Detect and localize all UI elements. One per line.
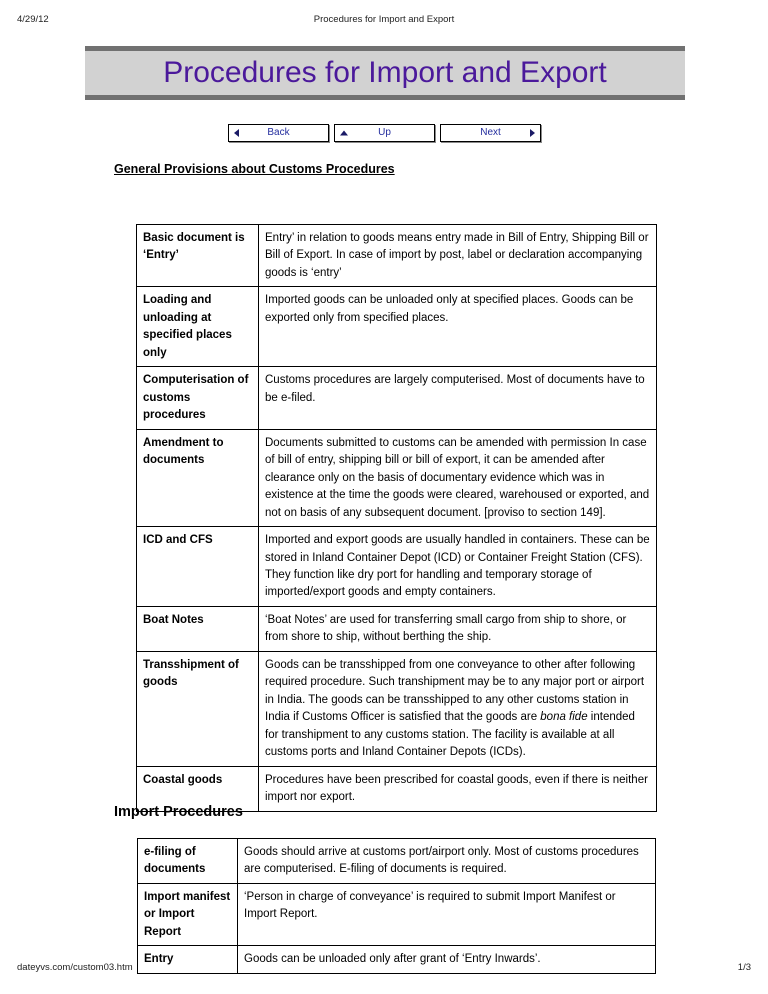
table-row xyxy=(138,839,656,884)
table-row xyxy=(137,429,657,526)
table-row xyxy=(137,367,657,429)
table-row xyxy=(137,287,657,367)
description-text-part-1: Goods can be transshipped from one conveyance to other after following required procedure. Such transhipment may be to any major port or airport in India. The goods can be transshipped to any other customs station in India if Customs Officer is satisfied that the goods are xyxy=(265,658,645,724)
triangle-left-icon xyxy=(234,129,239,137)
table-cell-term: Import manifest or Import Report xyxy=(138,883,238,945)
table-cell-description: ‘Boat Notes’ are used for transferring small cargo from ship to shore, or from shore to ship, without berthing the ship. xyxy=(259,606,657,651)
general-provisions-table xyxy=(136,224,657,812)
table-row xyxy=(138,883,656,945)
table-cell-term: Transshipment of goods xyxy=(137,651,259,766)
page-banner xyxy=(85,46,685,100)
table-row xyxy=(137,527,657,607)
table-cell-description: Goods can be unloaded only after grant of ‘Entry Inwards’. xyxy=(238,946,656,973)
triangle-right-icon xyxy=(530,129,535,137)
table-cell-term: Computerisation of customs procedures xyxy=(137,367,259,429)
up-button-label: Up xyxy=(378,127,391,138)
back-button[interactable] xyxy=(228,124,329,142)
navigation-bar xyxy=(228,124,548,142)
page-title: Procedures for Import and Export xyxy=(163,56,607,89)
table-cell-description: Procedures have been prescribed for coastal goods, even if there is neither import nor export. xyxy=(259,766,657,811)
import-procedures-table xyxy=(137,838,656,974)
table-cell-term: Coastal goods xyxy=(137,766,259,811)
table-cell-term: Entry xyxy=(138,946,238,973)
up-button[interactable] xyxy=(334,124,435,142)
back-button-label: Back xyxy=(267,127,290,138)
table-row xyxy=(137,606,657,651)
table-cell-description: Imported and export goods are usually handled in containers. These can be stored in Inland Container Depot (ICD) or Container Freight Station (CFS). They function like dry port for handling and temporary storage of imported/export goods and empty containers. xyxy=(259,527,657,607)
next-button[interactable] xyxy=(440,124,541,142)
print-footer xyxy=(0,962,768,976)
section-heading-general-provisions: General Provisions about Customs Procedures xyxy=(114,162,395,176)
triangle-up-icon xyxy=(340,131,348,136)
table-cell-description: Entry’ in relation to goods means entry made in Bill of Entry, Shipping Bill or Bill of Export. In case of import by post, label or declaration accompanying goods is ‘entry’ xyxy=(259,225,657,287)
table-cell-term: Basic document is ‘Entry’ xyxy=(137,225,259,287)
table-cell-term: ICD and CFS xyxy=(137,527,259,607)
table-row xyxy=(137,225,657,287)
section-heading-import-procedures: Import Procedures xyxy=(114,804,243,820)
table-cell-description: Documents submitted to customs can be amended with permission In case of bill of entry, shipping bill or bill of export, it can be amended after clearance only on the basis of documentary evidence which was in existence at the time the goods were cleared, warehoused or exported, and not on basis of any subsequent document. [proviso to section 149]. xyxy=(259,429,657,526)
table-cell-description xyxy=(259,651,657,766)
description-text-italic: bona fide xyxy=(540,711,588,724)
table-row xyxy=(137,651,657,766)
print-header xyxy=(0,14,768,28)
table-cell-term: Loading and unloading at specified places only xyxy=(137,287,259,367)
next-button-label: Next xyxy=(480,127,501,138)
print-header-title: Procedures for Import and Export xyxy=(313,14,455,25)
description-text-part-2: intended for transhipment to any customs station. The facility is available at all customs ports and Inland Container Depots (ICDs). xyxy=(265,711,635,759)
table-cell-term: Amendment to documents xyxy=(137,429,259,526)
print-footer-page-number: 1/3 xyxy=(737,962,751,973)
print-footer-url: dateyvs.com/custom03.htm xyxy=(17,962,133,973)
table-cell-description: Imported goods can be unloaded only at specified places. Goods can be exported only from specified places. xyxy=(259,287,657,367)
table-cell-description: Customs procedures are largely computerised. Most of documents have to be e-filed. xyxy=(259,367,657,429)
table-cell-term: Boat Notes xyxy=(137,606,259,651)
table-cell-description: Goods should arrive at customs port/airport only. Most of customs procedures are computerised. E-filing of documents is required. xyxy=(238,839,656,884)
table-cell-term: e-filing of documents xyxy=(138,839,238,884)
table-cell-description: ‘Person in charge of conveyance’ is required to submit Import Manifest or Import Report. xyxy=(238,883,656,945)
print-header-date: 4/29/12 xyxy=(17,14,49,25)
